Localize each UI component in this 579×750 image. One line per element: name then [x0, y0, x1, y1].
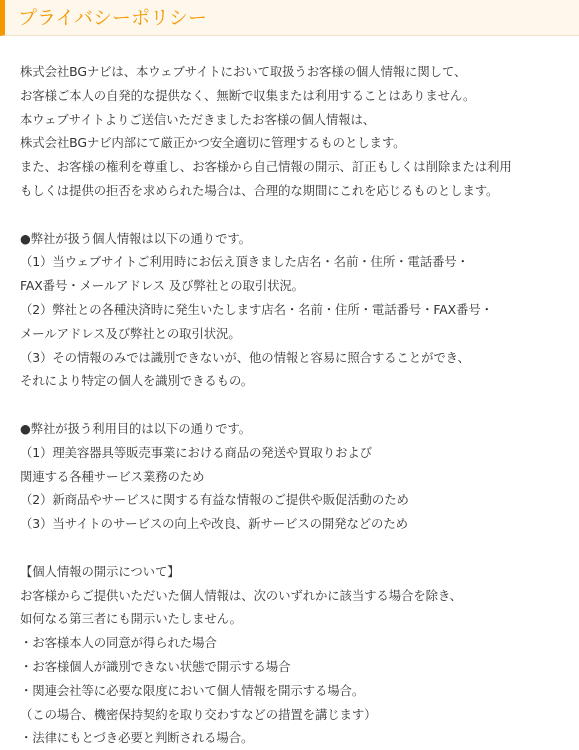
list-item: ・法律にもとづき必要と判断される場合。	[20, 730, 254, 746]
policy-line: （2）弊社との各種決済時に発生いたします店名・名前・住所・電話番号・FAX番号・	[20, 301, 493, 317]
list-item: ・お客様個人が識別できない状態で開示する場合	[20, 658, 291, 674]
blank-line	[20, 203, 579, 227]
policy-line: FAX番号・メールアドレス 及び弊社との取引状況。	[20, 278, 304, 294]
list-item: ・お客様本人の同意が得られた場合	[20, 635, 217, 651]
blank-line	[20, 393, 579, 417]
policy-body	[20, 60, 579, 750]
policy-line: 本ウェブサイトよりご送信いただきましたお客様の個人情報は、	[20, 111, 376, 127]
policy-line: 株式会社BGナビは、本ウェブサイトにおいて取扱うお客様の個人情報に関して、	[20, 64, 467, 79]
policy-line: （この場合、機密保持契約を取り交わすなどの措置を講じます）	[20, 706, 377, 722]
policy-line: お客様からご提供いただいた個人情報は、次のいずれかに該当する場合を除き、	[20, 587, 462, 603]
policy-line: （3）当サイトのサービスの向上や改良、新サービスの開発などのため	[20, 516, 408, 532]
section-header	[0, 0, 579, 36]
policy-line: お客様ご本人の自発的な提供なく、無断で収集または利用することはありません。	[20, 87, 476, 103]
policy-line: （3）その情報のみでは識別できないが、他の情報と容易に照合することができ、	[20, 349, 470, 365]
policy-line: それにより特定の個人を識別できるもの。	[20, 373, 254, 389]
policy-line: （1）理美容器具等販売事業における商品の発送や買取りおよび	[20, 444, 372, 460]
policy-line: 関連する各種サービス業務のため	[20, 468, 205, 484]
list-item: ・関連会社等に必要な限度において個人情報を開示する場合。	[20, 682, 365, 698]
section-heading: ●弊社が扱う利用目的は以下の通りです。	[20, 420, 251, 436]
blank-line	[20, 536, 579, 560]
policy-line: 株式会社BGナビ内部にて厳正かつ安全適切に管理するものとします。	[20, 135, 406, 151]
policy-line: もしくは提供の拒否を求められた場合は、合理的な期間にこれを応じるものとします。	[20, 182, 499, 198]
policy-line: 如何なる第三者にも開示いたしません。	[20, 611, 242, 627]
policy-line: （1）当ウェブサイトご利用時にお伝え頂きました店名・名前・住所・電話番号・	[20, 254, 469, 270]
policy-line: （2）新商品やサービスに関する有益な情報のご提供や販促活動のため	[20, 492, 409, 508]
section-heading: ●弊社が扱う個人情報は以下の通りです。	[20, 230, 251, 246]
section-heading: 【個人情報の開示について】	[20, 563, 180, 579]
policy-line: また、お客様の権利を尊重し、お客様から自己情報の開示、訂正もしくは削除または利用	[20, 159, 512, 175]
page-title: プライバシーポリシー	[18, 7, 208, 29]
policy-line: メールアドレス及び弊社との取引状況。	[20, 325, 241, 341]
